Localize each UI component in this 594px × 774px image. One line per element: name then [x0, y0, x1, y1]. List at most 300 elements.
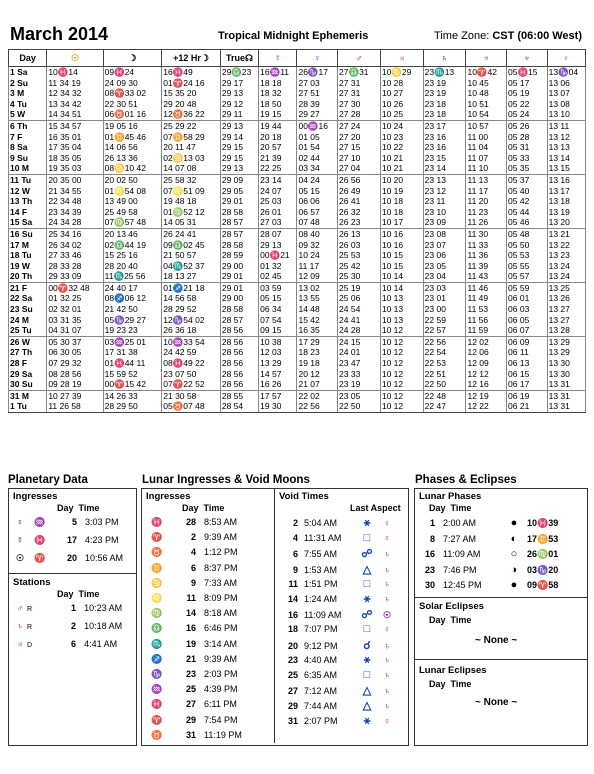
value-cell: 05♉07 48	[162, 401, 221, 412]
lunar-ingresses-label: Ingresses	[146, 491, 191, 502]
aspect-glyph: ⚹	[363, 593, 371, 605]
value-cell: 03 31 35	[47, 315, 103, 326]
ephemeris-row	[9, 250, 586, 261]
sign-glyph: ♍	[151, 608, 163, 619]
value-cell: 17 57	[259, 390, 297, 401]
value-cell: 00♒16	[297, 120, 338, 131]
day-cell: 29 Sa	[9, 369, 47, 380]
ephemeris-row	[9, 186, 586, 197]
value-cell: 28 56	[220, 379, 258, 390]
value-cell: 19 23 23	[103, 325, 162, 336]
ephemeris-row	[9, 153, 586, 164]
value-cell: 26 32	[338, 207, 381, 218]
ephemeris-row	[9, 271, 586, 282]
void-day: 2	[292, 518, 298, 528]
day-cell: 8 Sa	[9, 142, 47, 153]
value-cell: 13 14	[547, 153, 585, 164]
value-cell: 28 57	[220, 315, 258, 326]
day-time-header-2: Day Time	[57, 589, 100, 599]
aspect-glyph: □	[363, 623, 371, 636]
sign-glyph: ♉	[151, 729, 163, 740]
void-row	[282, 639, 394, 652]
value-cell: 29 17	[220, 78, 258, 89]
value-cell: 28 56	[220, 358, 258, 369]
value-cell: 12 34 32	[47, 88, 103, 99]
value-cell: 13 26	[547, 293, 585, 304]
value-cell: 29 13	[220, 120, 258, 131]
ephemeris-row	[9, 379, 586, 390]
ephemeris-row	[9, 132, 586, 143]
value-cell: 29 11	[220, 109, 258, 120]
ingress-day: 19	[185, 638, 196, 649]
planet-glyph: ♄	[383, 670, 391, 680]
value-cell: 22 51	[423, 369, 466, 380]
planet-glyph: ♄	[16, 621, 24, 631]
value-cell: 07 54	[259, 315, 297, 326]
day-cell: 21 F	[9, 282, 47, 293]
value-cell: 23 19	[423, 88, 466, 99]
time-zone: Time Zone: CST (06:00 West)	[434, 30, 582, 42]
sign-glyph: ♒	[151, 684, 163, 695]
ephemeris-row	[9, 120, 586, 131]
value-cell: 09 15	[259, 325, 297, 336]
value-cell: 13 29	[547, 347, 585, 358]
day-cell: 18 Tu	[9, 250, 47, 261]
value-cell: 07 29 32	[47, 358, 103, 369]
value-cell: 24 07	[259, 186, 297, 197]
void-row	[282, 654, 394, 667]
day-time-header-5: Day Time	[429, 615, 472, 625]
value-cell: 29 13	[259, 240, 297, 251]
value-cell: 10 16	[380, 228, 423, 239]
planet-glyph: ♄	[383, 578, 391, 589]
value-cell: 28 54	[220, 401, 258, 412]
value-cell: 11 07	[466, 153, 507, 164]
ingress-time: 8:53 AM	[204, 517, 238, 527]
void-day: 25	[287, 670, 298, 680]
void-time: 11:09 AM	[304, 610, 342, 621]
void-row	[282, 623, 394, 635]
ingress-day: 17	[66, 535, 77, 545]
column-header: ♇	[547, 50, 585, 67]
value-cell: 10 24	[380, 120, 423, 131]
value-cell: 13 21	[547, 228, 585, 239]
planet-glyph: ♀	[383, 624, 391, 635]
value-cell: 22 56	[423, 336, 466, 347]
value-cell: 25 49 58	[103, 207, 162, 218]
void-time: 11:31 AM	[304, 533, 342, 544]
ephemeris-row	[9, 325, 586, 336]
value-cell: 26 13	[338, 228, 381, 239]
value-cell: 23 16	[423, 132, 466, 143]
value-cell: 28 57	[220, 228, 258, 239]
lunar-ingress-row	[150, 578, 237, 589]
sign-glyph: ♐	[151, 653, 163, 664]
value-cell: 29 12	[220, 99, 258, 110]
value-cell: 05♑29 27	[103, 315, 162, 326]
day-cell: 11 Tu	[9, 174, 47, 185]
value-cell: 27 03	[297, 78, 338, 89]
station-mode: R	[27, 624, 33, 631]
value-cell: 22 30 51	[103, 99, 162, 110]
value-cell: 25 42	[338, 261, 381, 272]
sign-glyph: ♈	[151, 532, 163, 543]
ingress-time: 8:18 AM	[204, 608, 238, 619]
phase-position: 17♊53	[527, 533, 559, 544]
ingress-time: 7:33 AM	[204, 577, 238, 588]
void-row	[282, 547, 394, 560]
day-cell: 19 W	[9, 261, 47, 272]
value-cell: 19 30	[259, 401, 297, 412]
phase-day: 1	[429, 518, 435, 528]
value-cell: 22 47	[423, 401, 466, 412]
void-time: 7:44 AM	[304, 701, 338, 712]
phases-title: Phases & Eclipses	[415, 474, 517, 486]
aspect-glyph: ☍	[361, 609, 373, 622]
value-cell: 21 34 55	[47, 186, 103, 197]
ephemeris-table	[8, 49, 586, 413]
value-cell: 17 35 04	[47, 142, 103, 153]
value-cell: 11 17	[297, 261, 338, 272]
value-cell: 22 50	[423, 379, 466, 390]
column-header: ♄	[423, 50, 466, 67]
value-cell: 13 49 00	[103, 196, 162, 207]
phase-day: 16	[424, 549, 435, 559]
value-cell: 13 27	[547, 315, 585, 326]
value-cell: 25 58 32	[162, 174, 221, 185]
value-cell: 10 15	[380, 261, 423, 272]
value-cell: 23 12	[423, 186, 466, 197]
value-cell: 13 28	[547, 325, 585, 336]
ingress-day: 2	[190, 532, 196, 543]
value-cell: 25 30	[338, 271, 381, 282]
value-cell: 28 56	[220, 347, 258, 358]
value-cell: 18 50	[259, 99, 297, 110]
value-cell: 05 28	[507, 132, 548, 143]
void-row	[282, 593, 394, 606]
column-header: ♅	[466, 50, 507, 67]
void-day: 16	[287, 610, 298, 621]
value-cell: 28 39	[297, 99, 338, 110]
value-cell: 27 10	[338, 153, 381, 164]
value-cell: 24 15	[338, 336, 381, 347]
value-cell: 19 18	[297, 358, 338, 369]
value-cell: 19 48 18	[162, 196, 221, 207]
value-cell: 05 42	[507, 196, 548, 207]
value-cell: 05 57	[507, 271, 548, 282]
void-time: 7:07 PM	[304, 624, 338, 635]
value-cell: 23 19	[423, 78, 466, 89]
lunar-ingress-row	[150, 715, 238, 726]
value-cell: 13 34 42	[47, 99, 103, 110]
value-cell: 01 32 25	[47, 293, 103, 304]
value-cell: 13 29	[547, 336, 585, 347]
value-cell: 29 20 48	[162, 99, 221, 110]
value-cell: 12 09	[466, 358, 507, 369]
value-cell: 29 00	[220, 261, 258, 272]
value-cell: 13 06	[547, 78, 585, 89]
value-cell: 10 13	[380, 315, 423, 326]
value-cell: 08♓49 22	[162, 358, 221, 369]
ingress-time: 2:03 PM	[204, 669, 238, 679]
ephemeris-row	[9, 347, 586, 358]
value-cell: 24 34 28	[47, 217, 103, 228]
sign-glyph: ♉	[151, 547, 163, 558]
value-cell: 12 02	[466, 336, 507, 347]
day-cell: 24 M	[9, 315, 47, 326]
ingresses-label: Ingresses	[13, 491, 58, 502]
value-cell: 19 15	[259, 109, 297, 120]
value-cell: 25 53	[338, 250, 381, 261]
value-cell: 07♊58 29	[162, 132, 221, 143]
value-cell: 14 34 51	[47, 109, 103, 120]
planet-glyph: ♂	[16, 603, 24, 613]
day-cell: 17 M	[9, 240, 47, 251]
value-cell: 01 54	[297, 142, 338, 153]
ephemeris-row	[9, 67, 586, 78]
void-row	[282, 532, 394, 544]
value-cell: 18 23	[297, 347, 338, 358]
ingress-time: 9:39 AM	[204, 653, 238, 664]
value-cell: 13 25	[547, 282, 585, 293]
value-cell: 23♏13	[423, 67, 466, 78]
value-cell: 27 15	[338, 142, 381, 153]
phase-time: 11:09 AM	[443, 549, 481, 559]
value-cell: 25 03	[259, 196, 297, 207]
value-cell: 23 07	[423, 240, 466, 251]
value-cell: 12 06	[466, 347, 507, 358]
value-cell: 09♓24	[103, 67, 162, 78]
value-cell: 06 19	[507, 390, 548, 401]
station-row	[13, 639, 117, 649]
void-time: 6:35 AM	[304, 670, 338, 680]
value-cell: 04♏52 37	[162, 261, 221, 272]
value-cell: 13 30	[547, 358, 585, 369]
value-cell: 13 27	[547, 304, 585, 315]
value-cell: 29 33 09	[47, 271, 103, 282]
value-cell: 23 16	[423, 142, 466, 153]
value-cell: 23 10	[423, 207, 466, 218]
ingress-time: 9:39 AM	[204, 532, 238, 543]
separator	[9, 573, 136, 574]
void-day: 20	[287, 640, 298, 651]
ingress-time: 4:39 PM	[204, 684, 238, 695]
ingress-day: 11	[186, 593, 196, 603]
column-header: ☽	[103, 50, 162, 67]
value-cell: 29 09	[220, 174, 258, 185]
sign-glyph: ♈	[34, 553, 46, 563]
value-cell: 22 54	[423, 347, 466, 358]
value-cell: 11 30	[466, 228, 507, 239]
value-cell: 29 15	[220, 153, 258, 164]
planet-glyph: ♀	[16, 517, 24, 527]
phase-time: 7:46 PM	[443, 564, 477, 575]
value-cell: 26 36 18	[162, 325, 221, 336]
ingress-day: 5	[71, 517, 77, 527]
void-row	[282, 699, 394, 712]
value-cell: 11 13	[466, 174, 507, 185]
value-cell: 11 23	[466, 207, 507, 218]
value-cell: 18 35 05	[47, 153, 103, 164]
day-cell: 10 M	[9, 163, 47, 174]
value-cell: 22 56	[297, 401, 338, 412]
value-cell: 10 12	[380, 325, 423, 336]
value-cell: 23 01	[423, 293, 466, 304]
ingress-time: 10:56 AM	[85, 553, 124, 563]
value-cell: 28 58	[220, 240, 258, 251]
value-cell: 11♏25 56	[103, 271, 162, 282]
aspect-glyph: △	[362, 685, 372, 698]
value-cell: 10 27	[380, 88, 423, 99]
value-cell: 11 20	[466, 196, 507, 207]
value-cell: 06 06	[297, 196, 338, 207]
phase-position: 09♈58	[527, 580, 559, 590]
value-cell: 23 03	[423, 282, 466, 293]
value-cell: 12 22	[466, 401, 507, 412]
value-cell: 08 28 56	[47, 369, 103, 380]
value-cell: 23 05	[338, 390, 381, 401]
value-cell: 27 24	[338, 120, 381, 131]
value-cell: 05 31	[507, 142, 548, 153]
void-row	[282, 684, 394, 697]
value-cell: 10 12	[380, 369, 423, 380]
value-cell: 24 40 17	[103, 282, 162, 293]
phase-row	[419, 517, 558, 529]
value-cell: 10 16	[380, 240, 423, 251]
value-cell: 29 01	[220, 282, 258, 293]
value-cell: 23 14	[423, 163, 466, 174]
value-cell: 13 10	[547, 109, 585, 120]
value-cell: 03♒25 01	[103, 336, 162, 347]
planet-glyph: ♄	[383, 564, 391, 575]
value-cell: 10 51	[466, 99, 507, 110]
station-mode: R	[27, 606, 33, 613]
value-cell: 06♉01 16	[103, 109, 162, 120]
aspect-glyph: □	[363, 577, 371, 590]
value-cell: 05 15	[259, 293, 297, 304]
value-cell: 05 44	[507, 207, 548, 218]
value-cell: 23 33	[338, 369, 381, 380]
solar-eclipses-label: Solar Eclipses	[419, 601, 484, 612]
lunar-box	[141, 488, 409, 746]
day-cell: 1 Sa	[9, 67, 47, 78]
phase-row	[419, 564, 558, 576]
value-cell: 23 34 39	[47, 207, 103, 218]
day-cell: 6 Th	[9, 120, 47, 131]
value-cell: 14 07 08	[162, 163, 221, 174]
ingress-time: 4:23 PM	[85, 535, 119, 545]
day-cell: 14 F	[9, 207, 47, 218]
value-cell: 29 13	[220, 163, 258, 174]
value-cell: 27 51	[297, 88, 338, 99]
value-cell: 06 57	[297, 207, 338, 218]
value-cell: 18 32	[259, 88, 297, 99]
value-cell: 23 18	[423, 109, 466, 120]
aspect-glyph: △	[362, 700, 372, 713]
value-cell: 26 41	[338, 196, 381, 207]
value-cell: 25 06	[338, 293, 381, 304]
value-cell: 28 58	[220, 304, 258, 315]
void-time: 2:07 PM	[304, 715, 338, 726]
column-header: ♂	[338, 50, 381, 67]
value-cell: 23 47	[338, 358, 381, 369]
value-cell: 02 44	[297, 153, 338, 164]
sign-glyph: ♓	[151, 517, 163, 527]
ephemeris-row	[9, 304, 586, 315]
value-cell: 05 46	[507, 217, 548, 228]
value-cell: 10 28	[380, 78, 423, 89]
phase-position: 26♍01	[527, 549, 559, 559]
day-time-header-4: Day Time	[429, 503, 472, 513]
phases-box	[414, 488, 588, 746]
ingress-day: 29	[185, 714, 196, 725]
value-cell: 11 33	[466, 240, 507, 251]
value-cell: 10 18	[380, 196, 423, 207]
void-row	[282, 669, 394, 681]
value-cell: 27 28	[338, 109, 381, 120]
value-cell: 29 01	[220, 196, 258, 207]
day-cell: 25 Tu	[9, 325, 47, 336]
void-times-label: Void Times	[279, 491, 329, 502]
station-row	[13, 621, 122, 631]
value-cell: 28 57	[220, 217, 258, 228]
value-cell: 05 50	[507, 240, 548, 251]
value-cell: 02♎44 19	[103, 240, 162, 251]
value-cell: 10♋29	[380, 67, 423, 78]
value-cell: 15 42	[297, 315, 338, 326]
value-cell: 11 49	[466, 293, 507, 304]
aspect-glyph: ⚹	[363, 653, 371, 666]
station-day: 6	[71, 639, 77, 649]
value-cell: 13 19	[547, 207, 585, 218]
day-cell: 9 Su	[9, 153, 47, 164]
ingress-time: 1:12 PM	[204, 547, 238, 558]
ephemeris-row	[9, 282, 586, 293]
column-header: ☉	[47, 50, 103, 67]
value-cell: 11 04	[466, 142, 507, 153]
value-cell: 13 31	[547, 379, 585, 390]
ingress-time: 6:11 PM	[204, 699, 237, 710]
ephemeris-row	[9, 293, 586, 304]
value-cell: 13 16	[547, 174, 585, 185]
day-cell: 31 M	[9, 390, 47, 401]
lunar-ingress-row	[150, 517, 237, 528]
ingress-day: 27	[185, 699, 196, 710]
value-cell: 11 56	[466, 315, 507, 326]
planet-glyph: ♃	[16, 639, 24, 649]
ephemeris-row	[9, 78, 586, 89]
value-cell: 13 11	[547, 120, 585, 131]
value-cell: 10 24	[297, 250, 338, 261]
value-cell: 23 13	[423, 174, 466, 185]
value-cell: 00♈15 42	[103, 379, 162, 390]
day-time-header: Day Time	[57, 503, 100, 513]
phase-icon: ○	[510, 548, 518, 560]
value-cell: 16 35 01	[47, 132, 103, 143]
value-cell: 13 24	[547, 271, 585, 282]
sign-glyph: ♊	[151, 562, 163, 573]
value-cell: 05 40	[507, 186, 548, 197]
ephemeris-row	[9, 196, 586, 207]
value-cell: 26 03	[338, 240, 381, 251]
value-cell: 28 07	[259, 228, 297, 239]
ephemeris-row	[9, 401, 586, 412]
void-day: 29	[287, 701, 298, 712]
void-day: 9	[292, 564, 298, 575]
void-day: 23	[287, 654, 298, 665]
phase-day: 23	[424, 564, 435, 575]
value-cell: 10 21	[380, 153, 423, 164]
